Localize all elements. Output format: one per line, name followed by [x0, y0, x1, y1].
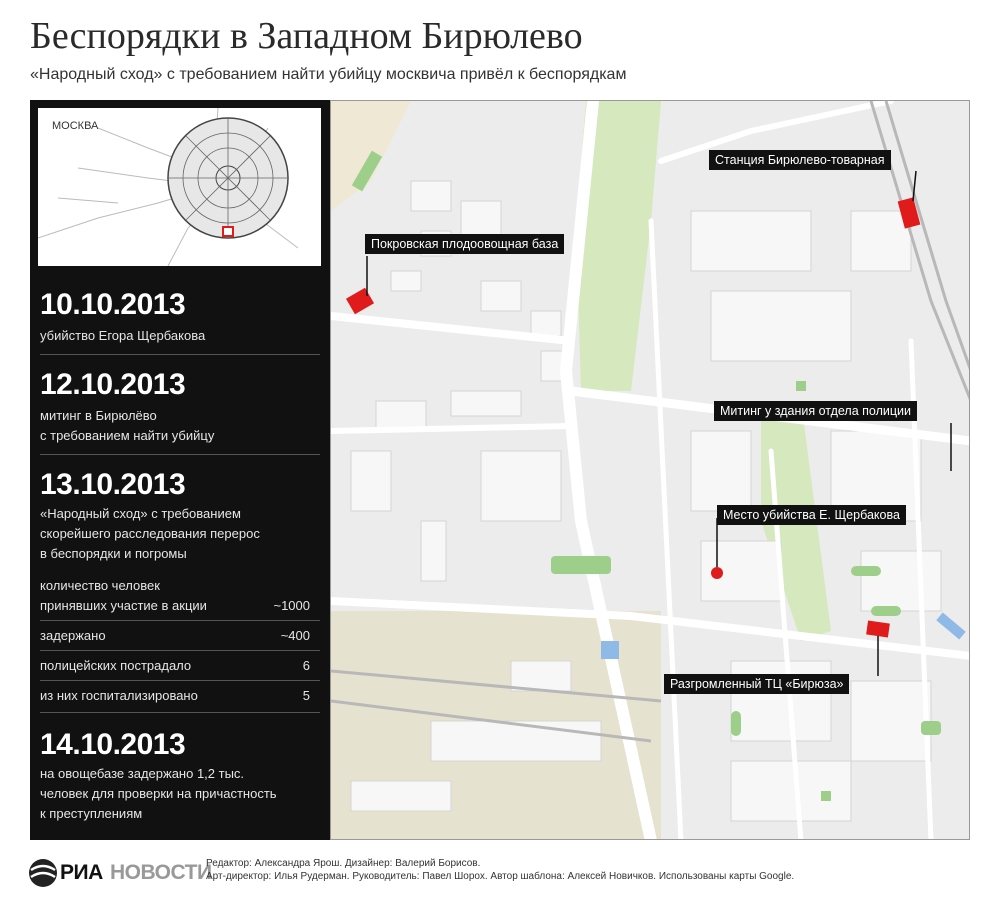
divider [40, 354, 320, 355]
credits-line-1: Редактор: Александра Ярош. Дизайнер: Валерий Борисов. [206, 858, 481, 869]
stat-participants-label-2: принявших участие в акции [40, 598, 207, 613]
divider [40, 712, 320, 713]
stat-participants-label-1: количество человек [40, 578, 160, 593]
district-map [330, 100, 970, 840]
credits [206, 857, 794, 883]
desc-1-line-1: убийство Егора Щербакова [40, 328, 206, 343]
stat-hospitalized [40, 686, 310, 706]
label-murder: Место убийства Е. Щербакова [717, 505, 906, 525]
stat-participants-value: ~1000 [273, 598, 310, 613]
murder-marker [711, 567, 723, 579]
stat-detained-value: ~400 [280, 628, 310, 643]
minimap-drawing [38, 108, 321, 266]
desc-4-line-1: на овощебазе задержано 1,2 тыс. [40, 766, 245, 781]
date-4: 14.10.2013 [40, 728, 186, 761]
timeline-panel [30, 100, 330, 840]
page-subtitle: «Народный сход» с требованием найти убийцу москвича привёл к беспорядкам [30, 66, 627, 83]
moscow-minimap [38, 108, 321, 266]
stat-police-injured-label: полицейских пострадало [40, 658, 192, 673]
globe-icon [28, 858, 58, 888]
divider [40, 650, 320, 651]
stat-hospitalized-label: из них госпитализировано [40, 688, 198, 703]
desc-2-line-1: митинг в Бирюлёво [40, 408, 157, 423]
stat-police-injured [40, 656, 310, 676]
map-drawing [331, 101, 970, 840]
stat-detained-label: задержано [40, 628, 106, 643]
logo-novosti-text: НОВОСТИ [110, 861, 212, 884]
desc-2-line-2: с требованием найти убийцу [40, 428, 215, 443]
desc-3-line-2: скорейшего расследования перерос [40, 526, 260, 541]
stat-police-injured-value: 6 [302, 658, 310, 673]
divider [40, 680, 320, 681]
label-vegbase: Покровская плодоовощная база [365, 234, 564, 254]
date-2: 12.10.2013 [40, 368, 186, 401]
credits-line-2: Арт-директор: Илья Рудерман. Руководитель: Павел Шорох. Автор шаблона: Алексей Новичков. Использованы карты Google. [206, 871, 795, 882]
desc-4-line-2: человек для проверки на причастность [40, 786, 277, 801]
minimap-label: МОСКВА [52, 120, 99, 132]
date-1: 10.10.2013 [40, 288, 186, 321]
date-3: 13.10.2013 [40, 468, 186, 501]
label-station: Станция Бирюлево-товарная [709, 150, 891, 170]
desc-3-line-1: «Народный сход» с требованием [40, 506, 241, 521]
desc-3-line-3: в беспорядки и погромы [40, 546, 187, 561]
label-rally: Митинг у здания отдела полиции [714, 401, 917, 421]
stat-participants [40, 596, 310, 616]
logo-ria-text: РИА [60, 861, 103, 884]
ria-novosti-logo [28, 855, 212, 891]
desc-4-line-3: к преступлениям [40, 806, 143, 821]
page-title: Беспорядки в Западном Бирюлево [30, 15, 583, 57]
stat-hospitalized-value: 5 [302, 688, 310, 703]
divider [40, 454, 320, 455]
divider [40, 620, 320, 621]
label-mall: Разгромленный ТЦ «Бирюза» [664, 674, 849, 694]
stat-detained [40, 626, 310, 646]
